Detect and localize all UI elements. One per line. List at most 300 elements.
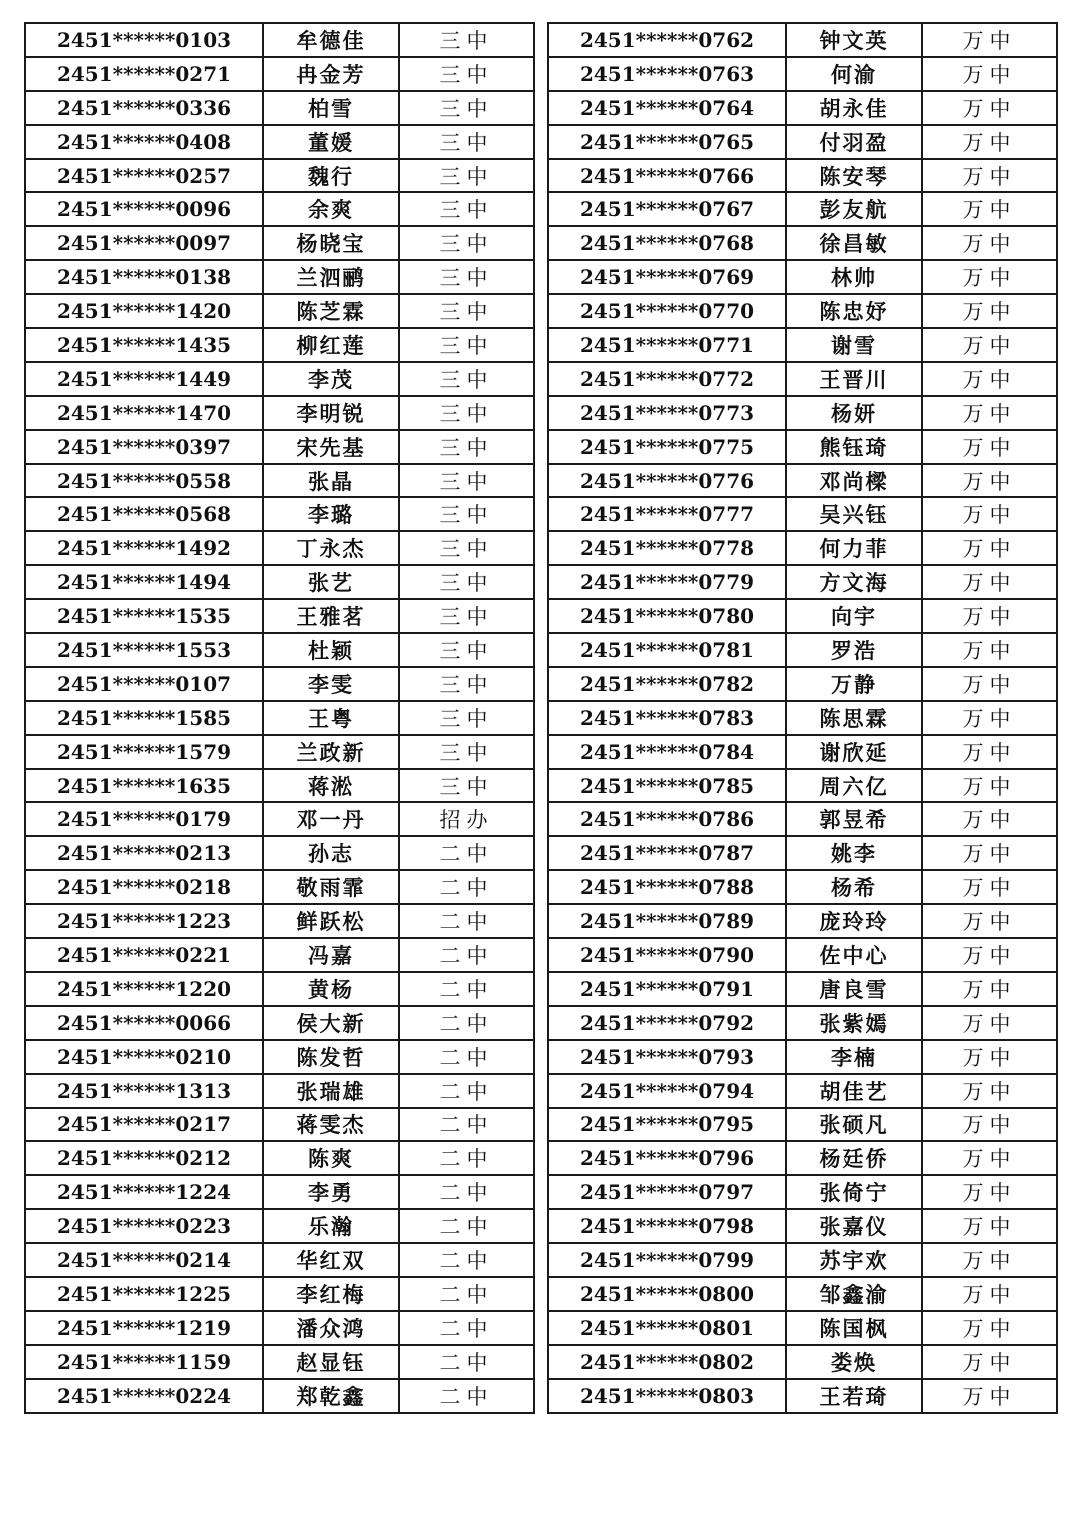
student-name-cell: 李雯	[263, 667, 399, 701]
student-id-cell: 2451******1313	[25, 1074, 263, 1108]
student-id-cell: 2451******1553	[25, 633, 263, 667]
school-cell: 万中	[922, 1175, 1057, 1209]
student-name-cell: 何渝	[786, 57, 922, 91]
table-row	[548, 1175, 1057, 1209]
table-row	[548, 565, 1057, 599]
student-id-cell: 2451******0763	[548, 57, 786, 91]
student-id-cell: 2451******0780	[548, 599, 786, 633]
table-row	[25, 1379, 534, 1413]
student-name-cell: 柏雪	[263, 91, 399, 125]
student-name-cell: 李楠	[786, 1040, 922, 1074]
table-row	[548, 633, 1057, 667]
table-row	[548, 192, 1057, 226]
table-row	[548, 1311, 1057, 1345]
student-name-cell: 张紫嫣	[786, 1006, 922, 1040]
school-cell: 万中	[922, 497, 1057, 531]
student-id-cell: 2451******0397	[25, 430, 263, 464]
table-row	[548, 599, 1057, 633]
student-name-cell: 庞玲玲	[786, 904, 922, 938]
student-id-cell: 2451******0336	[25, 91, 263, 125]
student-id-cell: 2451******0775	[548, 430, 786, 464]
student-name-cell: 陈思霖	[786, 701, 922, 735]
table-row	[548, 938, 1057, 972]
student-id-cell: 2451******0221	[25, 938, 263, 972]
student-id-cell: 2451******1579	[25, 735, 263, 769]
school-cell: 万中	[922, 91, 1057, 125]
student-name-cell: 陈爽	[263, 1141, 399, 1175]
student-id-cell: 2451******1585	[25, 701, 263, 735]
student-id-cell: 2451******0779	[548, 565, 786, 599]
school-cell: 万中	[922, 599, 1057, 633]
table-row	[548, 396, 1057, 430]
student-id-cell: 2451******0096	[25, 192, 263, 226]
student-id-cell: 2451******0801	[548, 1311, 786, 1345]
school-cell: 万中	[922, 159, 1057, 193]
student-id-cell: 2451******1494	[25, 565, 263, 599]
school-cell: 三中	[399, 23, 534, 57]
school-cell: 三中	[399, 565, 534, 599]
student-name-cell: 宋先基	[263, 430, 399, 464]
student-name-cell: 蒋淞	[263, 769, 399, 803]
student-id-cell: 2451******0799	[548, 1243, 786, 1277]
student-id-cell: 2451******0179	[25, 802, 263, 836]
student-id-cell: 2451******0797	[548, 1175, 786, 1209]
school-cell: 招办	[399, 802, 534, 836]
school-cell: 三中	[399, 294, 534, 328]
table-row	[25, 836, 534, 870]
student-id-cell: 2451******0257	[25, 159, 263, 193]
student-name-cell: 鲜跃松	[263, 904, 399, 938]
student-id-cell: 2451******1449	[25, 362, 263, 396]
school-cell: 万中	[922, 701, 1057, 735]
school-cell: 万中	[922, 904, 1057, 938]
table-row	[25, 1345, 534, 1379]
student-id-cell: 2451******0789	[548, 904, 786, 938]
student-id-cell: 2451******0773	[548, 396, 786, 430]
student-name-cell: 佐中心	[786, 938, 922, 972]
student-id-cell: 2451******0778	[548, 531, 786, 565]
school-cell: 二中	[399, 1141, 534, 1175]
table-row	[548, 1074, 1057, 1108]
left-roster-table	[24, 22, 535, 1414]
table-row	[25, 599, 534, 633]
student-name-cell: 林帅	[786, 260, 922, 294]
student-name-cell: 余爽	[263, 192, 399, 226]
table-row	[25, 1209, 534, 1243]
student-id-cell: 2451******0271	[25, 57, 263, 91]
school-cell: 三中	[399, 362, 534, 396]
student-id-cell: 2451******0785	[548, 769, 786, 803]
student-id-cell: 2451******0803	[548, 1379, 786, 1413]
table-row	[25, 23, 534, 57]
table-row	[548, 430, 1057, 464]
student-name-cell: 华红双	[263, 1243, 399, 1277]
student-id-cell: 2451******0781	[548, 633, 786, 667]
student-id-cell: 2451******0798	[548, 1209, 786, 1243]
school-cell: 万中	[922, 870, 1057, 904]
student-name-cell: 陈安琴	[786, 159, 922, 193]
student-id-cell: 2451******0762	[548, 23, 786, 57]
student-name-cell: 冉金芳	[263, 57, 399, 91]
student-id-cell: 2451******0217	[25, 1108, 263, 1142]
student-id-cell: 2451******0768	[548, 226, 786, 260]
student-id-cell: 2451******1223	[25, 904, 263, 938]
school-cell: 二中	[399, 938, 534, 972]
student-name-cell: 胡佳艺	[786, 1074, 922, 1108]
student-name-cell: 陈国枫	[786, 1311, 922, 1345]
table-row	[25, 1311, 534, 1345]
student-name-cell: 蒋雯杰	[263, 1108, 399, 1142]
student-id-cell: 2451******0782	[548, 667, 786, 701]
right-roster-body	[548, 23, 1057, 1413]
table-row	[25, 938, 534, 972]
student-name-cell: 魏行	[263, 159, 399, 193]
table-row	[25, 1175, 534, 1209]
student-name-cell: 胡永佳	[786, 91, 922, 125]
student-name-cell: 万静	[786, 667, 922, 701]
student-id-cell: 2451******0107	[25, 667, 263, 701]
student-name-cell: 向宇	[786, 599, 922, 633]
student-name-cell: 姚李	[786, 836, 922, 870]
student-name-cell: 唐良雪	[786, 972, 922, 1006]
table-row	[25, 396, 534, 430]
school-cell: 万中	[922, 1379, 1057, 1413]
student-id-cell: 2451******0558	[25, 464, 263, 498]
student-name-cell: 赵显钰	[263, 1345, 399, 1379]
school-cell: 万中	[922, 1311, 1057, 1345]
table-row	[25, 1040, 534, 1074]
student-id-cell: 2451******0802	[548, 1345, 786, 1379]
school-cell: 三中	[399, 430, 534, 464]
table-row	[25, 972, 534, 1006]
table-row	[25, 667, 534, 701]
school-cell: 万中	[922, 1006, 1057, 1040]
student-name-cell: 邓一丹	[263, 802, 399, 836]
student-id-cell: 2451******0138	[25, 260, 263, 294]
school-cell: 万中	[922, 633, 1057, 667]
student-id-cell: 2451******1492	[25, 531, 263, 565]
school-cell: 万中	[922, 260, 1057, 294]
table-row	[548, 701, 1057, 735]
student-id-cell: 2451******0792	[548, 1006, 786, 1040]
student-name-cell: 牟德佳	[263, 23, 399, 57]
table-row	[548, 1006, 1057, 1040]
school-cell: 三中	[399, 735, 534, 769]
school-cell: 万中	[922, 430, 1057, 464]
student-name-cell: 邓尚樑	[786, 464, 922, 498]
table-row	[25, 57, 534, 91]
school-cell: 万中	[922, 1277, 1057, 1311]
student-id-cell: 2451******0796	[548, 1141, 786, 1175]
student-id-cell: 2451******0771	[548, 328, 786, 362]
student-id-cell: 2451******0777	[548, 497, 786, 531]
school-cell: 二中	[399, 1243, 534, 1277]
table-row	[25, 1141, 534, 1175]
school-cell: 二中	[399, 1040, 534, 1074]
school-cell: 万中	[922, 565, 1057, 599]
school-cell: 万中	[922, 769, 1057, 803]
school-cell: 二中	[399, 1175, 534, 1209]
table-row	[548, 260, 1057, 294]
student-name-cell: 付羽盈	[786, 125, 922, 159]
school-cell: 万中	[922, 125, 1057, 159]
table-row	[548, 802, 1057, 836]
student-id-cell: 2451******1470	[25, 396, 263, 430]
school-cell: 万中	[922, 23, 1057, 57]
student-id-cell: 2451******0783	[548, 701, 786, 735]
student-name-cell: 兰政新	[263, 735, 399, 769]
school-cell: 万中	[922, 396, 1057, 430]
student-name-cell: 李璐	[263, 497, 399, 531]
school-cell: 万中	[922, 192, 1057, 226]
student-name-cell: 孙志	[263, 836, 399, 870]
student-id-cell: 2451******0795	[548, 1108, 786, 1142]
student-name-cell: 李勇	[263, 1175, 399, 1209]
student-name-cell: 周六亿	[786, 769, 922, 803]
school-cell: 万中	[922, 938, 1057, 972]
student-name-cell: 董媛	[263, 125, 399, 159]
student-id-cell: 2451******0214	[25, 1243, 263, 1277]
table-row	[548, 464, 1057, 498]
student-name-cell: 罗浩	[786, 633, 922, 667]
table-row	[548, 23, 1057, 57]
student-id-cell: 2451******1420	[25, 294, 263, 328]
table-row	[25, 464, 534, 498]
student-name-cell: 陈发哲	[263, 1040, 399, 1074]
student-name-cell: 王粤	[263, 701, 399, 735]
table-row	[548, 1108, 1057, 1142]
student-id-cell: 2451******0213	[25, 836, 263, 870]
table-row	[25, 802, 534, 836]
table-row	[25, 192, 534, 226]
table-row	[548, 1040, 1057, 1074]
student-name-cell: 杜颖	[263, 633, 399, 667]
table-row	[25, 497, 534, 531]
table-row	[25, 430, 534, 464]
student-name-cell: 杨晓宝	[263, 226, 399, 260]
student-name-cell: 王晋川	[786, 362, 922, 396]
student-id-cell: 2451******0212	[25, 1141, 263, 1175]
school-cell: 万中	[922, 1243, 1057, 1277]
student-name-cell: 丁永杰	[263, 531, 399, 565]
student-id-cell: 2451******1635	[25, 769, 263, 803]
student-id-cell: 2451******0210	[25, 1040, 263, 1074]
table-row	[548, 972, 1057, 1006]
table-row	[548, 125, 1057, 159]
table-row	[548, 1379, 1057, 1413]
school-cell: 万中	[922, 735, 1057, 769]
school-cell: 二中	[399, 1345, 534, 1379]
table-row	[548, 667, 1057, 701]
school-cell: 万中	[922, 1209, 1057, 1243]
school-cell: 三中	[399, 633, 534, 667]
student-name-cell: 李茂	[263, 362, 399, 396]
table-row	[548, 870, 1057, 904]
student-id-cell: 2451******1159	[25, 1345, 263, 1379]
school-cell: 三中	[399, 497, 534, 531]
student-id-cell: 2451******0097	[25, 226, 263, 260]
student-name-cell: 冯嘉	[263, 938, 399, 972]
student-id-cell: 2451******0568	[25, 497, 263, 531]
school-cell: 三中	[399, 667, 534, 701]
table-row	[25, 1074, 534, 1108]
table-row	[25, 260, 534, 294]
school-cell: 三中	[399, 701, 534, 735]
school-cell: 二中	[399, 1277, 534, 1311]
school-cell: 二中	[399, 904, 534, 938]
student-id-cell: 2451******0794	[548, 1074, 786, 1108]
school-cell: 万中	[922, 1141, 1057, 1175]
student-name-cell: 张艺	[263, 565, 399, 599]
student-id-cell: 2451******1220	[25, 972, 263, 1006]
student-id-cell: 2451******0223	[25, 1209, 263, 1243]
student-name-cell: 李红梅	[263, 1277, 399, 1311]
school-cell: 万中	[922, 362, 1057, 396]
student-name-cell: 兰泗鹂	[263, 260, 399, 294]
student-name-cell: 潘众鸿	[263, 1311, 399, 1345]
student-id-cell: 2451******0776	[548, 464, 786, 498]
student-name-cell: 熊钰琦	[786, 430, 922, 464]
table-row	[548, 226, 1057, 260]
school-cell: 万中	[922, 1108, 1057, 1142]
student-id-cell: 2451******0772	[548, 362, 786, 396]
student-id-cell: 2451******0770	[548, 294, 786, 328]
student-id-cell: 2451******0790	[548, 938, 786, 972]
student-name-cell: 敬雨霏	[263, 870, 399, 904]
table-row	[548, 836, 1057, 870]
school-cell: 三中	[399, 328, 534, 362]
table-row	[548, 735, 1057, 769]
student-name-cell: 杨廷侨	[786, 1141, 922, 1175]
table-row	[25, 159, 534, 193]
school-cell: 二中	[399, 1108, 534, 1142]
school-cell: 三中	[399, 159, 534, 193]
student-name-cell: 谢雪	[786, 328, 922, 362]
student-id-cell: 2451******0408	[25, 125, 263, 159]
table-row	[25, 870, 534, 904]
school-cell: 万中	[922, 57, 1057, 91]
table-row	[25, 531, 534, 565]
left-roster-body	[25, 23, 534, 1413]
student-id-cell: 2451******0066	[25, 1006, 263, 1040]
student-name-cell: 吴兴钰	[786, 497, 922, 531]
school-cell: 二中	[399, 870, 534, 904]
student-id-cell: 2451******0788	[548, 870, 786, 904]
table-row	[548, 294, 1057, 328]
table-row	[548, 497, 1057, 531]
school-cell: 二中	[399, 1074, 534, 1108]
table-row	[25, 91, 534, 125]
school-cell: 万中	[922, 972, 1057, 1006]
student-name-cell: 钟文英	[786, 23, 922, 57]
table-row	[25, 226, 534, 260]
student-id-cell: 2451******0800	[548, 1277, 786, 1311]
student-name-cell: 张晶	[263, 464, 399, 498]
table-row	[25, 125, 534, 159]
table-row	[25, 362, 534, 396]
table-row	[548, 904, 1057, 938]
student-name-cell: 方文海	[786, 565, 922, 599]
school-cell: 万中	[922, 328, 1057, 362]
student-name-cell: 黄杨	[263, 972, 399, 1006]
table-row	[25, 633, 534, 667]
school-cell: 三中	[399, 226, 534, 260]
school-cell: 三中	[399, 57, 534, 91]
table-row	[548, 1209, 1057, 1243]
student-name-cell: 张倚宁	[786, 1175, 922, 1209]
school-cell: 三中	[399, 769, 534, 803]
table-row	[25, 1006, 534, 1040]
school-cell: 万中	[922, 294, 1057, 328]
school-cell: 万中	[922, 667, 1057, 701]
school-cell: 三中	[399, 260, 534, 294]
student-id-cell: 2451******0784	[548, 735, 786, 769]
student-name-cell: 王若琦	[786, 1379, 922, 1413]
school-cell: 三中	[399, 125, 534, 159]
student-name-cell: 侯大新	[263, 1006, 399, 1040]
table-row	[548, 362, 1057, 396]
student-id-cell: 2451******0224	[25, 1379, 263, 1413]
school-cell: 二中	[399, 972, 534, 1006]
table-row	[548, 531, 1057, 565]
school-cell: 万中	[922, 836, 1057, 870]
student-name-cell: 张嘉仪	[786, 1209, 922, 1243]
table-row	[548, 328, 1057, 362]
school-cell: 万中	[922, 802, 1057, 836]
table-row	[548, 159, 1057, 193]
student-name-cell: 郑乾鑫	[263, 1379, 399, 1413]
table-row	[548, 91, 1057, 125]
student-id-cell: 2451******0103	[25, 23, 263, 57]
student-id-cell: 2451******1535	[25, 599, 263, 633]
school-cell: 万中	[922, 226, 1057, 260]
table-row	[25, 904, 534, 938]
table-row	[548, 1243, 1057, 1277]
student-name-cell: 乐瀚	[263, 1209, 399, 1243]
right-roster-table	[547, 22, 1058, 1414]
school-cell: 三中	[399, 192, 534, 226]
student-name-cell: 邹鑫渝	[786, 1277, 922, 1311]
student-name-cell: 陈芝霖	[263, 294, 399, 328]
table-row	[548, 57, 1057, 91]
school-cell: 三中	[399, 91, 534, 125]
school-cell: 二中	[399, 1379, 534, 1413]
student-id-cell: 2451******0791	[548, 972, 786, 1006]
student-name-cell: 谢欣延	[786, 735, 922, 769]
student-name-cell: 何力菲	[786, 531, 922, 565]
school-cell: 万中	[922, 1074, 1057, 1108]
student-id-cell: 2451******1219	[25, 1311, 263, 1345]
student-name-cell: 彭友航	[786, 192, 922, 226]
student-id-cell: 2451******0767	[548, 192, 786, 226]
table-row	[25, 565, 534, 599]
school-cell: 三中	[399, 531, 534, 565]
school-cell: 二中	[399, 1006, 534, 1040]
school-cell: 三中	[399, 396, 534, 430]
student-name-cell: 李明锐	[263, 396, 399, 430]
school-cell: 万中	[922, 464, 1057, 498]
student-id-cell: 2451******0769	[548, 260, 786, 294]
table-row	[548, 1141, 1057, 1175]
student-name-cell: 杨妍	[786, 396, 922, 430]
student-name-cell: 杨希	[786, 870, 922, 904]
table-row	[25, 328, 534, 362]
school-cell: 三中	[399, 464, 534, 498]
student-id-cell: 2451******0793	[548, 1040, 786, 1074]
table-row	[548, 769, 1057, 803]
table-row	[548, 1277, 1057, 1311]
student-id-cell: 2451******1435	[25, 328, 263, 362]
